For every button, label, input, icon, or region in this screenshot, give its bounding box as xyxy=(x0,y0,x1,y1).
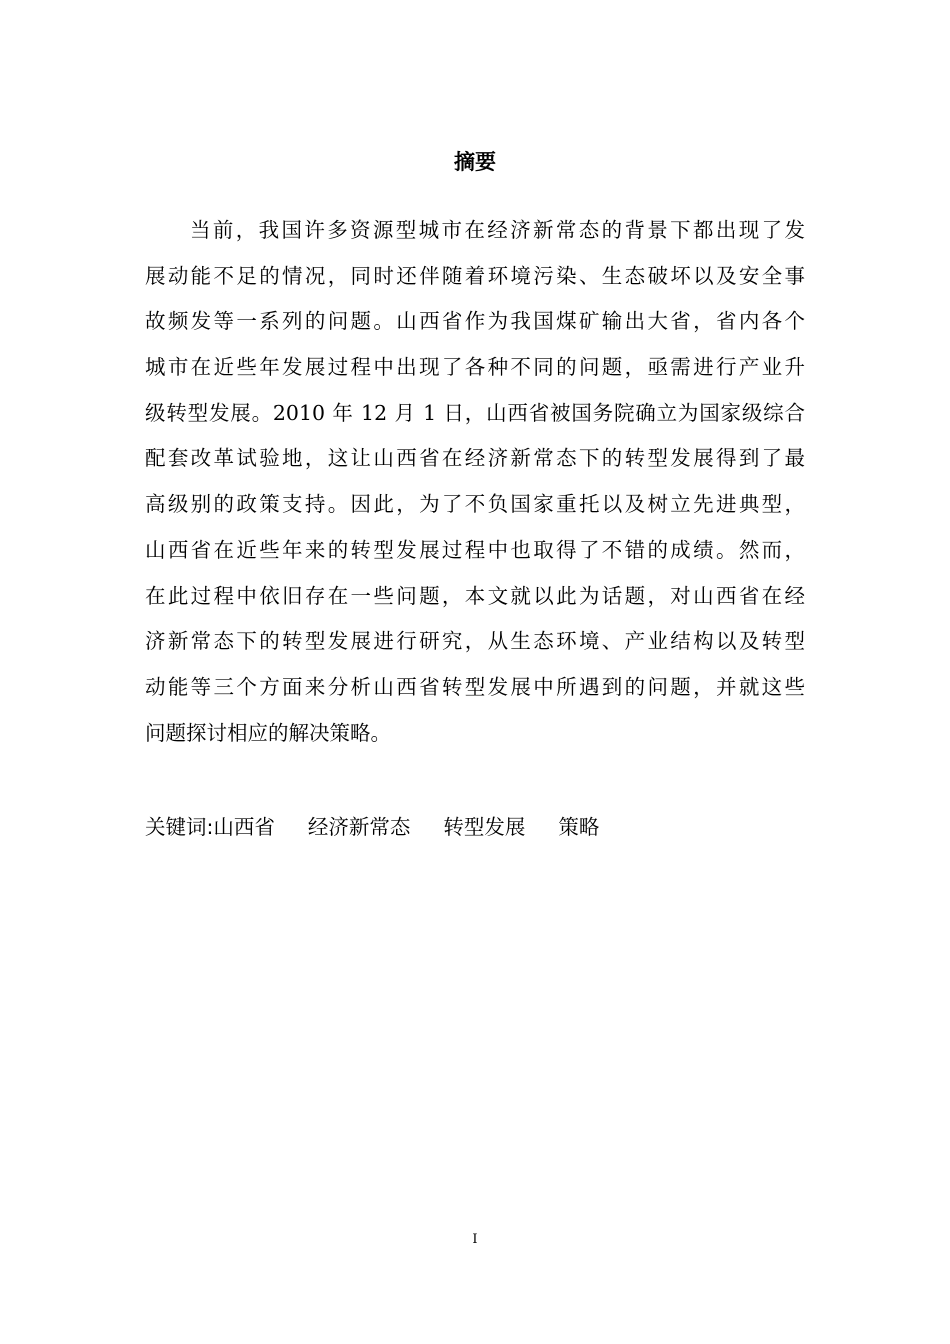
abstract-line: 配套改革试验地，这让山西省在经济新常态下的转型发展得到了最 xyxy=(145,446,805,471)
abstract-line: 问题探讨相应的解决策略。 xyxy=(145,720,391,745)
page-number: I xyxy=(472,1232,478,1247)
abstract-title: 摘要 xyxy=(454,150,496,174)
keyword: 策略 xyxy=(558,815,600,839)
abstract-line: 高级别的政策支持。因此，为了不负国家重托以及树立先进典型， xyxy=(145,492,805,517)
keyword: 转型发展 xyxy=(443,815,526,839)
abstract-line: 当前，我国许多资源型城市在经济新常态的背景下都出现了发 xyxy=(190,218,805,242)
abstract-line: 级转型发展。2010 年 12 月 1 日，山西省被国务院确立为国家级综合 xyxy=(145,400,805,425)
abstract-line: 城市在近些年发展过程中出现了各种不同的问题，亟需进行产业升 xyxy=(145,355,805,380)
keywords-row xyxy=(145,810,805,844)
abstract-line: 展动能不足的情况，同时还伴随着环境污染、生态破坏以及安全事 xyxy=(145,263,805,288)
abstract-line: 动能等三个方面来分析山西省转型发展中所遇到的问题，并就这些 xyxy=(145,674,805,699)
keyword: 经济新常态 xyxy=(307,815,411,839)
keywords-label: 关键词: xyxy=(145,815,214,839)
abstract-line: 故频发等一系列的问题。山西省作为我国煤矿输出大省，省内各个 xyxy=(145,309,805,334)
abstract-line: 山西省在近些年来的转型发展过程中也取得了不错的成绩。然而， xyxy=(145,537,805,562)
keyword: 山西省 xyxy=(213,815,275,839)
abstract-body xyxy=(145,211,805,759)
abstract-line: 在此过程中依旧存在一些问题，本文就以此为话题，对山西省在经 xyxy=(145,583,805,608)
abstract-line: 济新常态下的转型发展进行研究，从生态环境、产业结构以及转型 xyxy=(145,629,805,654)
